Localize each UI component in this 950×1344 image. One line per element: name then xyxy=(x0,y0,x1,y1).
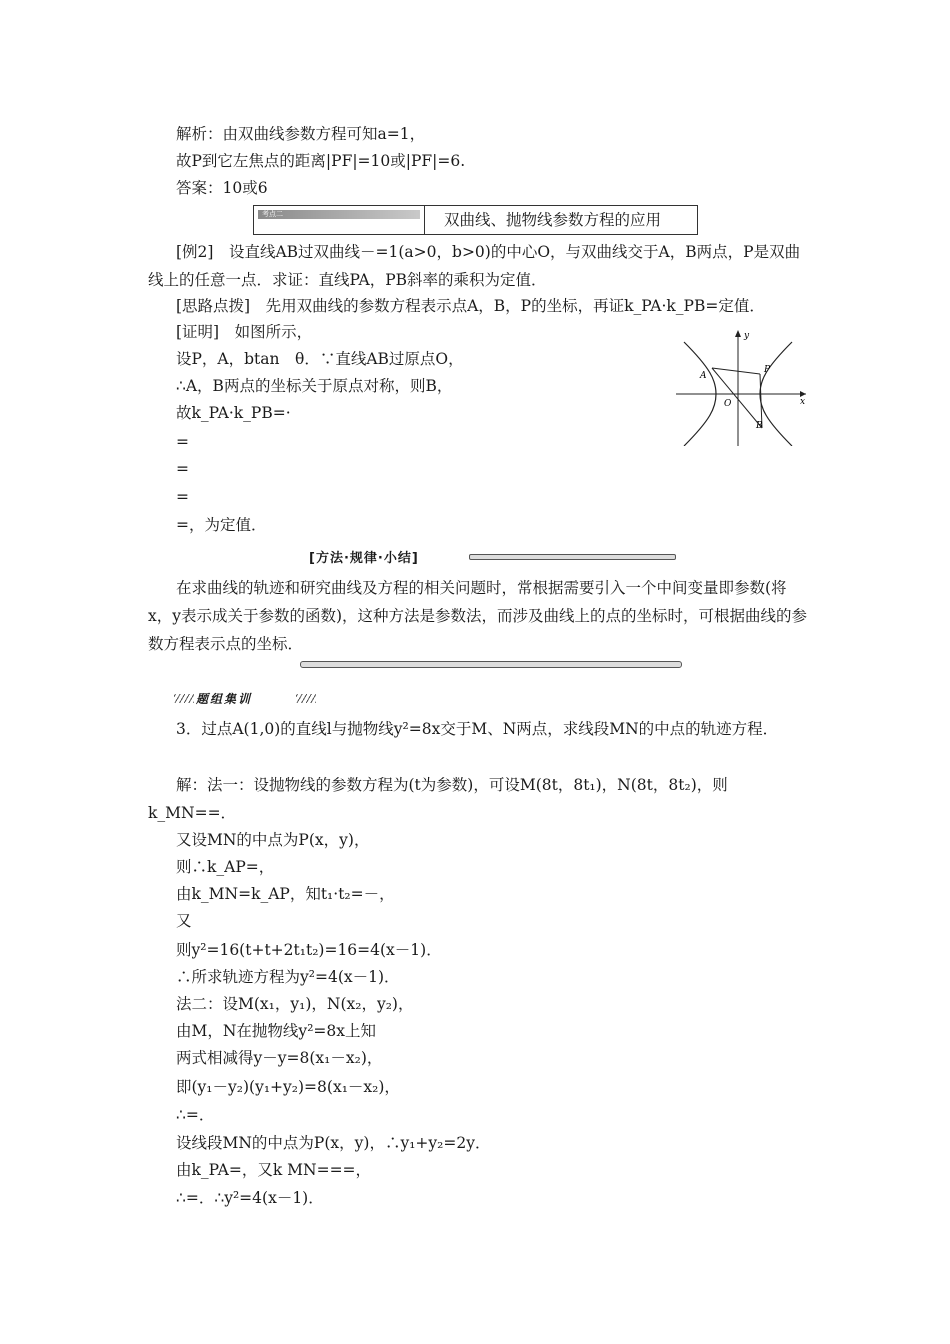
method-rule xyxy=(469,554,676,560)
solution-step-15: ∴=．∴y²=4(x－1)． xyxy=(176,1189,324,1207)
solution-step-12: ∴=． xyxy=(176,1106,215,1124)
proof-step-2: ∴A，B两点的坐标关于原点对称，则B， xyxy=(176,377,453,395)
method-body: 在求曲线的轨迹和研究曲线及方程的相关问题时，常根据需要引入一个中间变量即参数(将x，y表示成关于参数的函数)，这种方法是参数法，而涉及曲线上的点的坐标时，可根据曲线的参数方程表示点的坐标． xyxy=(148,579,808,653)
solution-step-7: ∴所求轨迹方程为y²=4(x－1)． xyxy=(176,968,400,986)
label-p: P xyxy=(764,365,771,375)
hatch-right xyxy=(296,694,316,703)
solution-step-6: 则y²=16(t+t+2t₁t₂)=16=4(x－1)． xyxy=(176,941,442,959)
label-y: y xyxy=(744,331,750,341)
proof-step-6: = xyxy=(176,488,189,506)
topic-title: 双曲线、抛物线参数方程的应用 xyxy=(444,211,662,229)
proof-line: [证明] 如图所示， xyxy=(176,323,313,341)
label-b: B xyxy=(756,421,763,431)
proof-step-4: = xyxy=(176,433,189,451)
topic-banner xyxy=(253,205,698,235)
hatch-left xyxy=(174,694,194,703)
question-3: 3．过点A(1,0)的直线l与抛物线y²=8x交于M、N两点，求线段MN的中点的轨迹方程． xyxy=(176,720,779,738)
solution-step-4: 由k_MN=k_AP，知t₁·t₂=－， xyxy=(176,885,395,903)
solution-step-11: 即(y₁－y₂)(y₁+y₂)=8(x₁－x₂)， xyxy=(176,1078,400,1096)
label-a: A xyxy=(700,371,707,381)
label-x: x xyxy=(800,397,806,407)
method-title: [方法·规律·小结] xyxy=(309,551,419,566)
label-o: O xyxy=(724,399,732,409)
distance-line: 故P到它左焦点的距离|PF|=10或|PF|=6. xyxy=(176,152,466,170)
solution-step-2: 又设MN的中点为P(x，y)， xyxy=(176,831,370,849)
solution-step-5: 又 xyxy=(176,912,192,930)
solution-step-9: 由M，N在抛物线y²=8x上知 xyxy=(176,1022,376,1040)
solution-step-1: 解：法一：设抛物线的参数方程为(t为参数)，可设M(8t，8t₁)，N(8t，8t₂)，则k_MN==． xyxy=(148,776,728,822)
hint-line: [思路点拨] 先用双曲线的参数方程表示点A，B，P的坐标，再证k_PA·k_PB=定值． xyxy=(176,297,765,315)
solution-step-8: 法二：设M(x₁，y₁)，N(x₂，y₂)， xyxy=(176,995,414,1013)
method-header xyxy=(309,547,679,567)
solution-step-13: 设线段MN的中点为P(x，y)，∴y₁+y₂=2y． xyxy=(176,1134,491,1152)
method-footer xyxy=(300,661,682,668)
example-2: [例2] 设直线AB过双曲线－=1(a>0，b>0)的中心O，与双曲线交于A，B两点，P是双曲线上的任意一点．求证：直线PA，PB斜率的乘积为定值． xyxy=(148,243,801,289)
topic-tag: 考点二 xyxy=(258,210,420,219)
proof-step-3: 故k_PA·k_PB=· xyxy=(176,404,291,422)
solution-step-14: 由k_PA=，又k MN===， xyxy=(176,1161,372,1179)
proof-step-5: = xyxy=(176,460,189,478)
solution-step-3: 则∴k_AP=， xyxy=(176,858,275,876)
analysis-line: 解析：由双曲线参数方程可知a=1， xyxy=(176,125,426,143)
topic-divider xyxy=(424,206,425,234)
answer-line: 答案：10或6 xyxy=(176,179,268,197)
group-title: 题组集训 xyxy=(196,692,253,706)
hyperbola-figure xyxy=(676,328,808,446)
group-header xyxy=(174,690,324,708)
proof-step-1: 设P，A，btan θ．∵直线AB过原点O， xyxy=(176,350,464,368)
solution-step-10: 两式相减得y－y=8(x₁－x₂)， xyxy=(176,1049,383,1067)
proof-step-7: =，为定值． xyxy=(176,516,267,534)
